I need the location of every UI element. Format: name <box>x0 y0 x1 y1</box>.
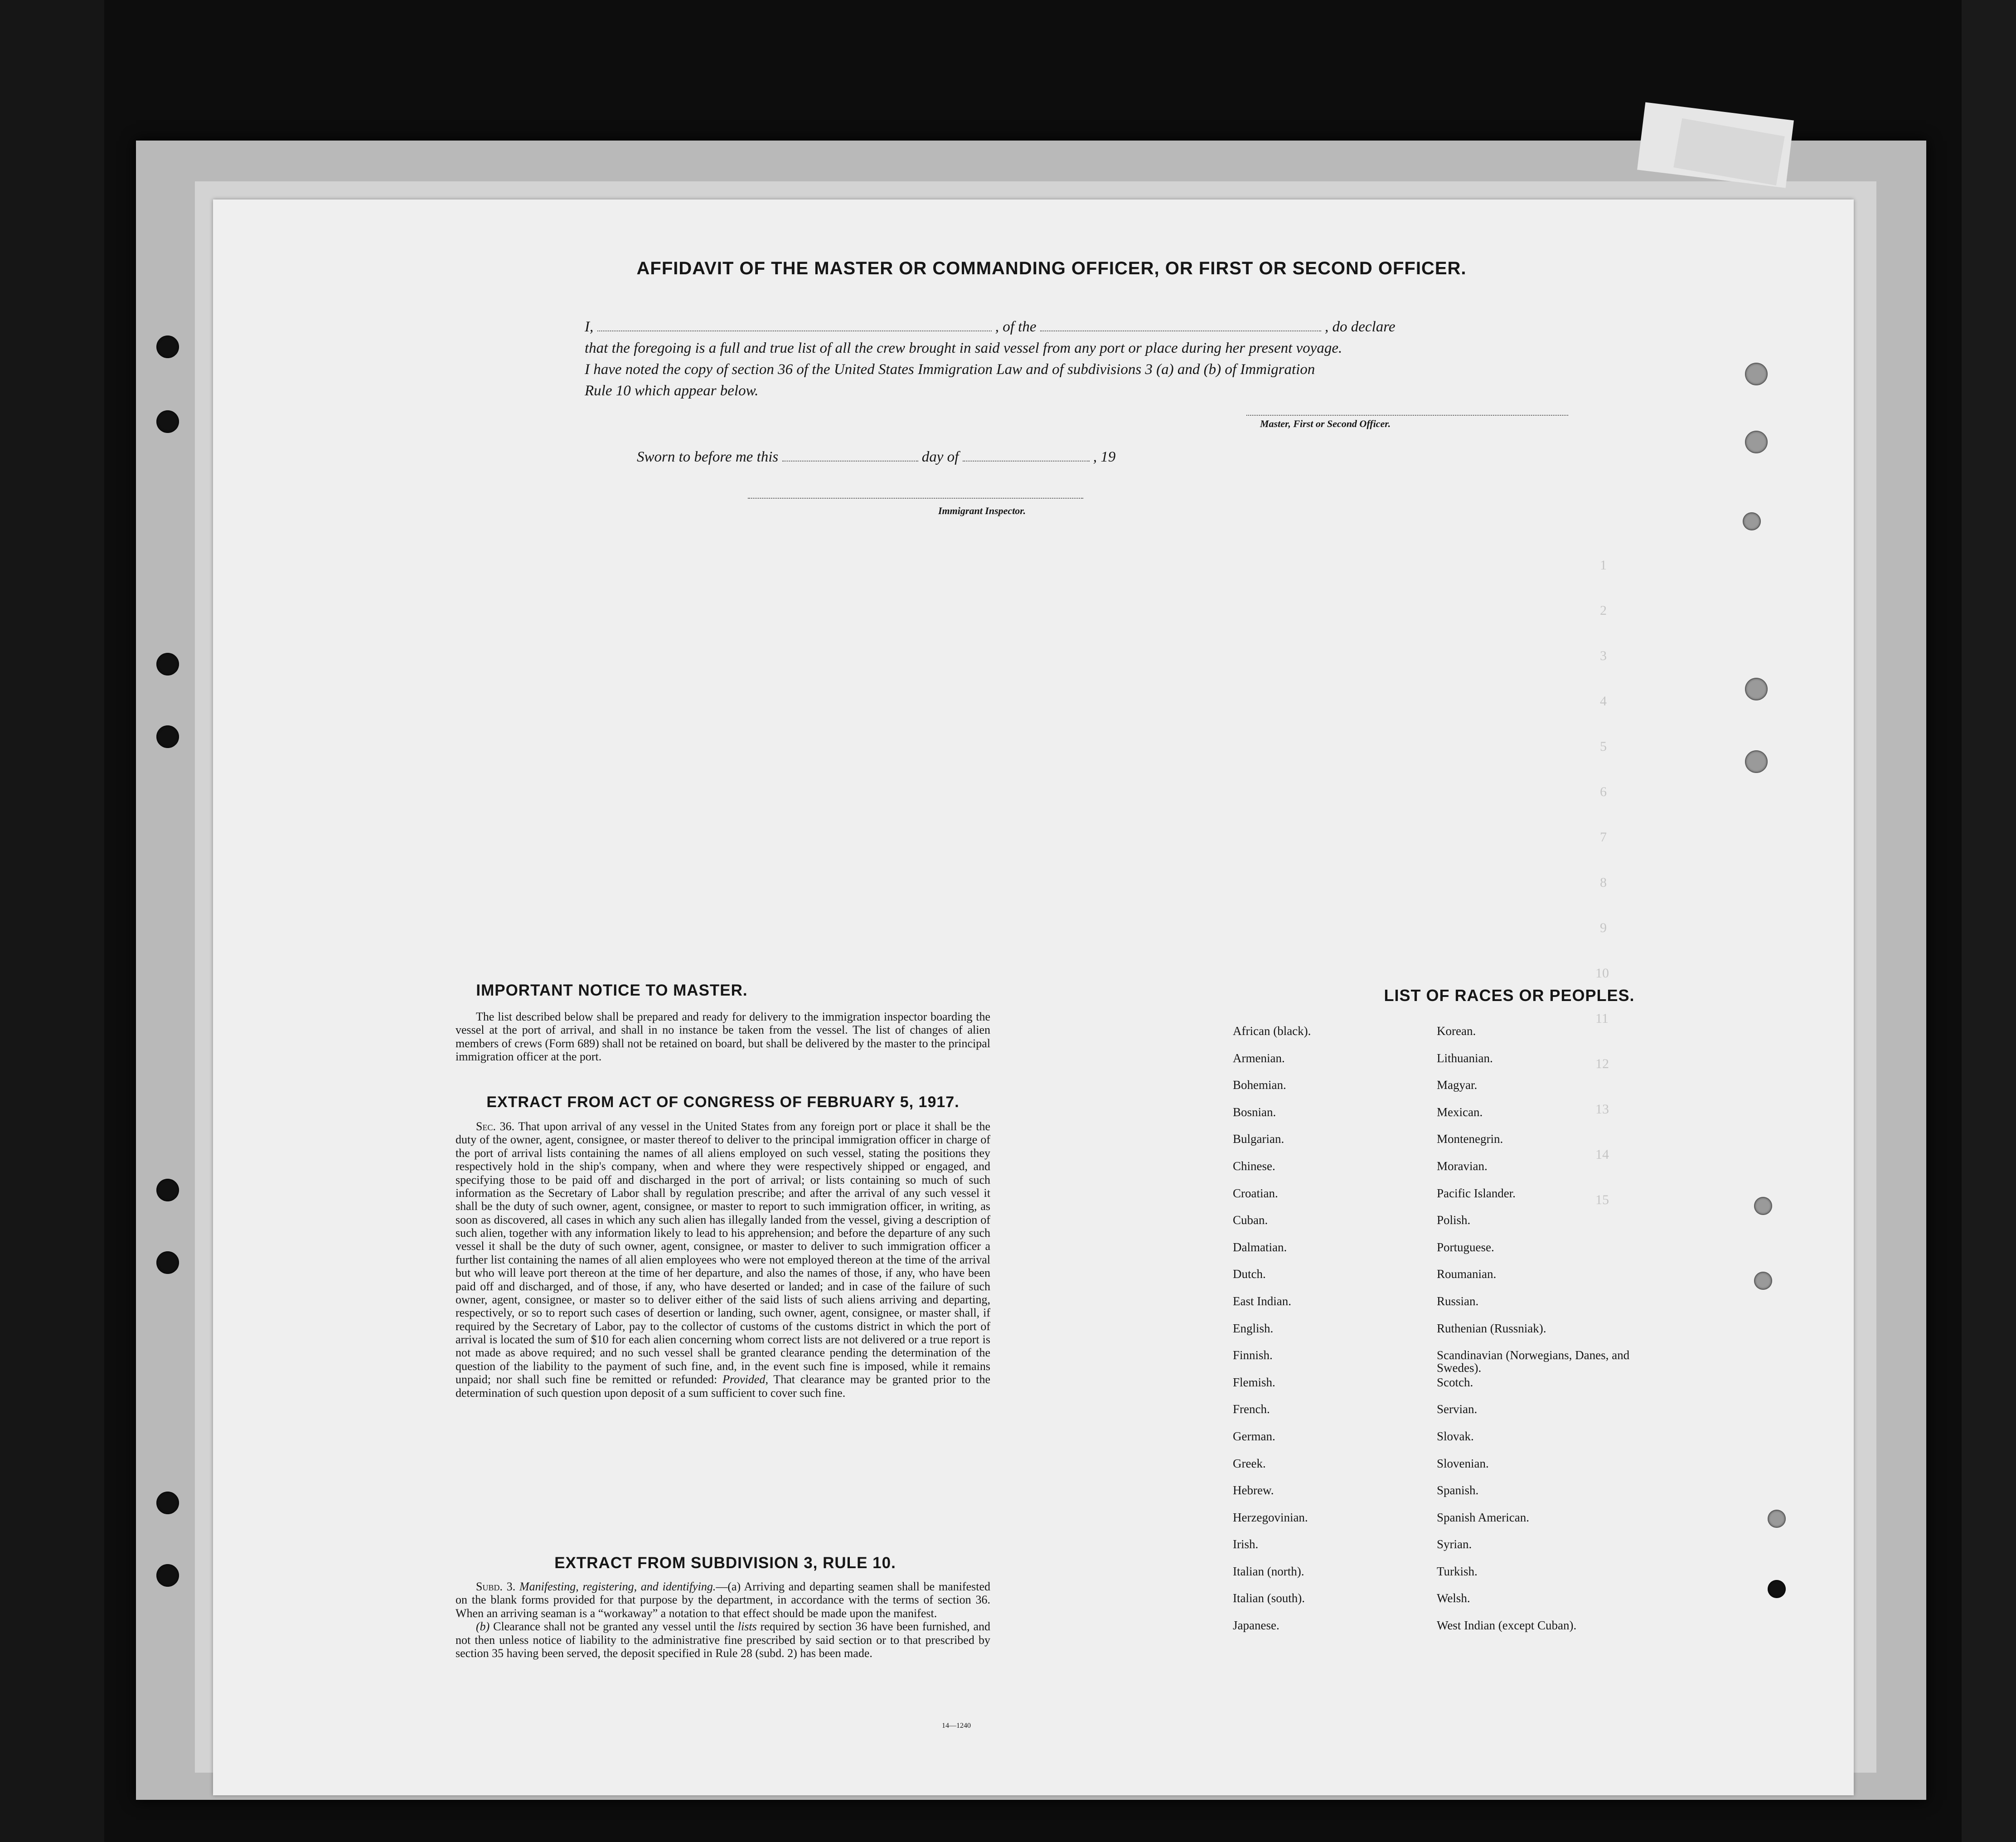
form-number: 14—1240 <box>942 1722 971 1730</box>
race-item: Korean. <box>1437 1024 1476 1038</box>
race-item: Finnish. <box>1233 1348 1273 1362</box>
binder-hole <box>156 1179 179 1201</box>
vessel-name-blank <box>1040 320 1321 331</box>
binder-hole <box>156 410 179 433</box>
signature-line <box>1246 415 1568 416</box>
affidavit-line-1-end: , do declare <box>1324 319 1396 335</box>
binder-hole <box>1768 1510 1786 1528</box>
notice-text: The list described below shall be prepared and ready for delivery to the immigration inspector boarding the vessel at the port of arrival, and shall in no instance be taken from the vessel. The list of changes of alien members of crews (Form 689) shall not be retained on board, but shall be delivered by the master to the principal immigration officer at the port. <box>456 1010 990 1064</box>
bleed-through-mark: 11 <box>1595 1011 1609 1026</box>
inspector-signature-line <box>748 498 1083 499</box>
race-item: Slovenian. <box>1437 1456 1489 1470</box>
race-item: Bohemian. <box>1233 1078 1286 1092</box>
section-label: Sec. 36. <box>476 1120 515 1133</box>
race-item: Mexican. <box>1437 1105 1483 1119</box>
binder-hole <box>156 1251 179 1274</box>
sworn-day-label: day of <box>921 449 959 465</box>
sworn-prefix: Sworn to before me this <box>637 449 779 465</box>
binder-hole <box>156 1492 179 1514</box>
bleed-through-mark: 1 <box>1600 558 1607 573</box>
section-36-text: That upon arrival of any vessel in the United States from any foreign port or place it shall be the duty of the owner, agent, consignee, or master thereof to deliver to the principal immigration officer in charge of the port of arrival lists containing the names of all aliens employed on such vessel, stating the positions they respectively hold in the ship's company, when and where they were respectively shipped or engaged, and specifying those to be paid off and discharged in the port of arrival; or lists containing so much of such information as the Secretary of Labor shall by regulation prescribe; and after the arrival of any such vessel it shall be the duty of such owner, agent, consignee, or master to report to such immigration officer, in writing, as soon as discovered, all cases in which any such alien has illegally landed from the vessel, giving a description of such alien, together with any information likely to lead to his apprehension; and before the departure of any such vessel it shall be the duty of such owner, agent, consignee, or master to deliver to such immigration officer a further list containing the names of all alien employees who were not employed thereon at the time of the arrival but who will leave port thereon at the time of her departure, and also the names of those, if any, who have been paid off and discharged, and of those, if any, who have deserted or landed; and in case of the failure of such owner, agent, consignee, or master so to deliver either of the said lists of such aliens arriving and departing, respectively, or so to report such cases of desertion or landing, such owner, agent, consignee, or master shall, if required by the Secretary of Labor, pay to the collector of customs of the customs district in which the port of arrival is located the sum of $10 for each alien concerning whom correct lists are not delivered or a true report is not made as above required; and no such vessel shall be granted clearance pending the determination of the question of the liability to the payment of such fine, and, in the event such fine is imposed, while it remains unpaid; nor shall such fine be remitted or refunded: <box>456 1120 991 1386</box>
subdivision-b-post: required by section 36 have been furnished, and not then unless notice of liability to the administrative fine prescribed by said section or to that prescribed by section 35 having been served, the deposit specified in Rule 28 (subd. 2) has been made. <box>456 1620 991 1660</box>
race-item: Slovak. <box>1437 1429 1474 1443</box>
sworn-month-blank <box>963 450 1090 462</box>
binder-hole <box>1745 678 1768 700</box>
race-item: East Indian. <box>1233 1294 1291 1308</box>
sworn-day-blank <box>782 450 918 462</box>
race-item: German. <box>1233 1429 1275 1443</box>
bleed-through-mark: 4 <box>1600 694 1607 709</box>
bleed-through-mark: 8 <box>1600 875 1607 890</box>
race-item: Chinese. <box>1233 1159 1275 1173</box>
races-right-column <box>1437 1025 1672 1646</box>
subdivision-b-label: (b) <box>476 1620 490 1633</box>
binder-hole <box>156 335 179 358</box>
affidavit-line-4: Rule 10 which appear below. <box>585 383 759 399</box>
race-item: Moravian. <box>1437 1159 1488 1173</box>
notice-body <box>456 1010 990 1064</box>
binder-hole <box>1745 750 1768 773</box>
bleed-through-mark: 5 <box>1600 739 1607 754</box>
bleed-through-mark: 3 <box>1600 648 1607 663</box>
race-item: Magyar. <box>1437 1078 1478 1092</box>
binder-hole <box>156 725 179 748</box>
act-title: EXTRACT FROM ACT OF CONGRESS OF FEBRUARY 5, 1917. <box>486 1094 960 1111</box>
lists-word: lists <box>737 1620 757 1633</box>
subdivision-b-pre: Clearance shall not be granted any vessel until the <box>493 1620 735 1633</box>
rule-body <box>456 1580 990 1660</box>
inspector-caption: Immigrant Inspector. <box>938 505 1026 516</box>
binder-hole <box>1743 512 1761 530</box>
race-item: Servian. <box>1437 1402 1478 1416</box>
race-item: Ruthenian (Russniak). <box>1437 1321 1546 1335</box>
affidavit-line-1 <box>585 319 1395 335</box>
rule-title: EXTRACT FROM SUBDIVISION 3, RULE 10. <box>554 1554 896 1572</box>
signature-caption: Master, First or Second Officer. <box>1260 418 1391 429</box>
race-item: English. <box>1233 1321 1274 1335</box>
provided-word: Provided, <box>722 1373 768 1386</box>
binder-hole <box>156 653 179 676</box>
race-item: Welsh. <box>1437 1591 1470 1605</box>
bleed-through-mark: 13 <box>1595 1102 1609 1117</box>
master-name-blank <box>597 320 992 331</box>
subdivision-a-text: —(a) Arriving and departing seamen shall be manifested on the blank forms provided for that purpose by the department, in accordance with the terms of section 36. When an arriving seaman is a “workaway” a notation to that effect should be made upon the manifest. <box>456 1580 990 1620</box>
race-item: Pacific Islander. <box>1437 1186 1516 1200</box>
race-item: Herzegovinian. <box>1233 1510 1308 1524</box>
bleed-through-mark: 9 <box>1600 920 1607 935</box>
race-item: Portuguese. <box>1437 1240 1494 1254</box>
race-item: Croatian. <box>1233 1186 1278 1200</box>
race-item: Japanese. <box>1233 1618 1279 1633</box>
bleed-through-mark: 14 <box>1595 1147 1609 1162</box>
binder-hole <box>1768 1580 1786 1598</box>
bleed-through-mark: 7 <box>1600 830 1607 845</box>
subdivision-label: Subd. 3. <box>476 1580 516 1593</box>
affidavit-line-1-mid: , of the <box>995 319 1037 335</box>
sworn-line <box>637 449 1115 466</box>
race-item: Spanish American. <box>1437 1510 1529 1524</box>
race-item: Turkish. <box>1437 1564 1478 1578</box>
races-title: LIST OF RACES OR PEOPLES. <box>1384 986 1635 1005</box>
binder-hole <box>1754 1272 1772 1290</box>
race-item: Armenian. <box>1233 1051 1285 1065</box>
affidavit-line-1-start: I, <box>585 319 594 335</box>
race-item: West Indian (except Cuban). <box>1437 1618 1577 1633</box>
race-item: Italian (north). <box>1233 1564 1304 1578</box>
race-item: Russian. <box>1437 1294 1479 1308</box>
binder-hole <box>1745 431 1768 453</box>
race-item: Dalmatian. <box>1233 1240 1287 1254</box>
binder-hole <box>1745 363 1768 385</box>
document-page <box>213 199 1854 1795</box>
binder-hole <box>156 1564 179 1587</box>
race-item: French. <box>1233 1402 1270 1416</box>
race-item: Syrian. <box>1437 1537 1472 1551</box>
race-item: Scandinavian (Norwegians, Danes, and Swedes). <box>1437 1348 1630 1375</box>
bleed-through-mark: 6 <box>1600 784 1607 799</box>
race-item: Irish. <box>1233 1537 1259 1551</box>
affidavit-title: AFFIDAVIT OF THE MASTER OR COMMANDING OFFICER, OR FIRST OR SECOND OFFICER. <box>636 258 1467 278</box>
act-body <box>456 1120 990 1400</box>
notice-title: IMPORTANT NOTICE TO MASTER. <box>476 982 748 999</box>
race-item: Polish. <box>1437 1213 1471 1227</box>
race-item: Roumanian. <box>1437 1267 1497 1281</box>
affidavit-line-2: that the foregoing is a full and true list of all the crew brought in said vessel from any port or place during her present voyage. <box>585 340 1342 356</box>
race-item: Scotch. <box>1437 1375 1473 1389</box>
scanner-frame-left <box>0 0 104 1842</box>
affidavit-line-3: I have noted the copy of section 36 of the United States Immigration Law and of subdivisions 3 (a) and (b) of Immigration <box>585 361 1315 378</box>
subdivision-heading: Manifesting, registering, and identifying. <box>519 1580 716 1593</box>
section-36-text-end: That clearance may be granted prior to the determination of such question upon deposit of a sum sufficient to cover such fine. <box>456 1373 990 1400</box>
race-item: Bosnian. <box>1233 1105 1276 1119</box>
sworn-year: , 19 <box>1093 449 1116 465</box>
race-item: Cuban. <box>1233 1213 1268 1227</box>
race-item: African (black). <box>1233 1024 1311 1038</box>
race-item: Greek. <box>1233 1456 1266 1470</box>
race-item: Hebrew. <box>1233 1483 1274 1497</box>
bleed-through-mark: 12 <box>1595 1056 1609 1071</box>
race-item: Flemish. <box>1233 1375 1275 1389</box>
bleed-through-mark: 2 <box>1600 603 1607 618</box>
race-item: Spanish. <box>1437 1483 1479 1497</box>
bleed-through-mark: 15 <box>1595 1192 1609 1207</box>
race-item: Bulgarian. <box>1233 1132 1284 1146</box>
race-item: Dutch. <box>1233 1267 1266 1281</box>
scanner-frame-right <box>1962 0 2016 1842</box>
race-item: Italian (south). <box>1233 1591 1305 1605</box>
race-item: Montenegrin. <box>1437 1132 1503 1146</box>
race-item: Lithuanian. <box>1437 1051 1493 1065</box>
binder-hole <box>1754 1197 1772 1215</box>
bleed-through-mark: 10 <box>1595 966 1609 981</box>
